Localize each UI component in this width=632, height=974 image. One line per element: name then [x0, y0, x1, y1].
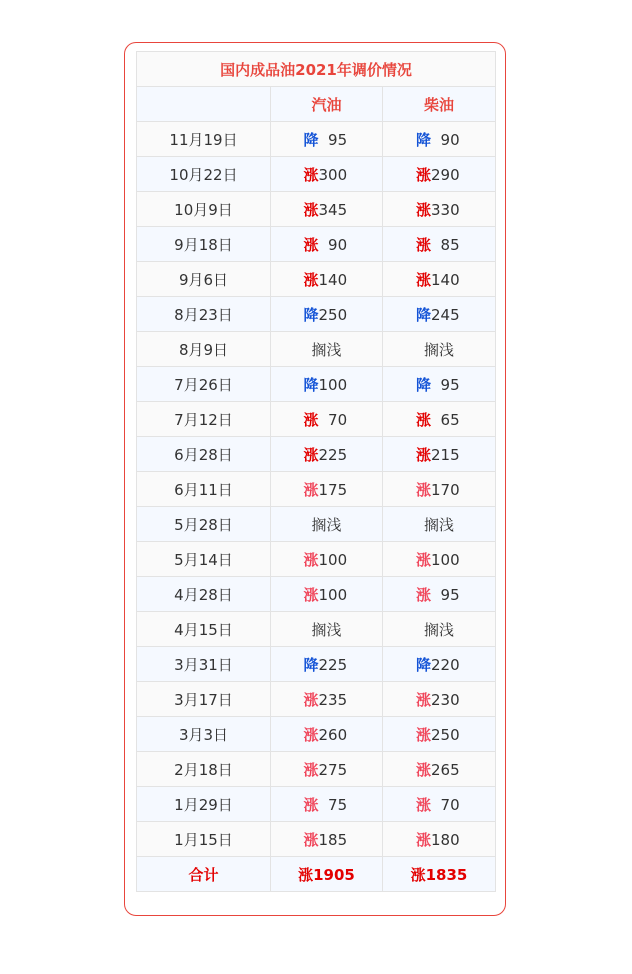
- change-amount: 290: [431, 165, 460, 184]
- price-change-value: [304, 269, 350, 290]
- shelved-label: 搁浅: [423, 515, 454, 534]
- gasoline-cell: [271, 262, 383, 297]
- price-change-value: [304, 759, 350, 780]
- table-row: [137, 717, 496, 752]
- table-title: 国内成品油2021年调价情况: [137, 52, 496, 87]
- change-amount: 85: [431, 235, 460, 254]
- table-row: [137, 332, 496, 367]
- change-amount: 95: [318, 130, 348, 149]
- gasoline-cell: [271, 647, 383, 682]
- price-change-value: [416, 374, 462, 395]
- price-change-value: [416, 409, 462, 430]
- table-row: [137, 262, 496, 297]
- change-amount: 65: [431, 410, 460, 429]
- change-amount: 225: [318, 445, 348, 464]
- diesel-cell: [383, 612, 496, 647]
- shelved-label: 搁浅: [423, 620, 454, 639]
- increase-marker: 涨: [303, 550, 319, 569]
- increase-marker: 涨: [303, 270, 319, 289]
- change-amount: 95: [431, 375, 460, 394]
- change-amount: 215: [431, 445, 460, 464]
- row-date: 5月28日: [137, 507, 271, 542]
- gasoline-cell: [271, 192, 383, 227]
- header-gasoline: 汽油: [271, 87, 383, 122]
- table-row: [137, 227, 496, 262]
- diesel-cell: [383, 297, 496, 332]
- price-change-value: [304, 164, 350, 185]
- table-row: [137, 367, 496, 402]
- price-change-value: [416, 689, 462, 710]
- gasoline-cell: [271, 297, 383, 332]
- increase-marker: 涨: [303, 725, 319, 744]
- price-change-value: [304, 549, 350, 570]
- price-change-value: [304, 584, 350, 605]
- table-row: [137, 647, 496, 682]
- increase-marker: 涨: [303, 235, 319, 254]
- price-change-value: [416, 549, 462, 570]
- shelved-label: 搁浅: [311, 515, 342, 534]
- gasoline-cell: [271, 682, 383, 717]
- increase-marker: 涨: [303, 585, 319, 604]
- price-change-value: [304, 794, 350, 815]
- increase-marker: 涨: [303, 445, 319, 464]
- diesel-cell: [383, 402, 496, 437]
- change-amount: 225: [318, 655, 348, 674]
- price-change-value: [416, 269, 462, 290]
- price-change-value: [416, 479, 462, 500]
- change-amount: 140: [318, 270, 348, 289]
- increase-marker: 涨: [303, 690, 319, 709]
- change-amount: 265: [431, 760, 460, 779]
- change-amount: 250: [318, 305, 348, 324]
- diesel-cell: [383, 822, 496, 857]
- diesel-cell: [383, 157, 496, 192]
- price-change-value: [304, 479, 350, 500]
- gasoline-cell: [271, 402, 383, 437]
- price-change-value: [416, 724, 462, 745]
- increase-marker: 涨: [416, 445, 432, 464]
- change-amount: 275: [318, 760, 348, 779]
- price-change-value: [416, 829, 462, 850]
- diesel-cell: [383, 717, 496, 752]
- change-amount: 345: [318, 200, 348, 219]
- change-amount: 260: [318, 725, 348, 744]
- increase-marker: 涨: [416, 410, 432, 429]
- diesel-cell: [383, 682, 496, 717]
- change-amount: 95: [431, 585, 460, 604]
- table-row: [137, 577, 496, 612]
- change-amount: 180: [431, 830, 460, 849]
- price-change-value: [416, 444, 462, 465]
- table-row: [137, 507, 496, 542]
- row-date: 10月22日: [137, 157, 271, 192]
- row-date: 8月9日: [137, 332, 271, 367]
- row-date: 1月15日: [137, 822, 271, 857]
- price-change-value: [416, 199, 462, 220]
- price-change-value: [304, 829, 350, 850]
- price-change-value: [416, 129, 462, 150]
- change-amount: 185: [318, 830, 348, 849]
- row-date: 4月28日: [137, 577, 271, 612]
- gasoline-cell: [271, 332, 383, 367]
- row-date: 3月31日: [137, 647, 271, 682]
- price-change-value: [416, 234, 462, 255]
- row-date: 2月18日: [137, 752, 271, 787]
- increase-marker: 涨: [416, 480, 432, 499]
- price-change-value: [304, 724, 350, 745]
- gasoline-cell: [271, 752, 383, 787]
- increase-marker: 涨: [303, 200, 319, 219]
- price-change-value: [416, 794, 462, 815]
- decrease-marker: 降: [416, 375, 432, 394]
- increase-marker: 涨: [416, 760, 432, 779]
- diesel-cell: [383, 472, 496, 507]
- total-gasoline: 涨1905: [271, 857, 383, 892]
- header-date: [137, 87, 271, 122]
- price-change-value: [304, 304, 350, 325]
- increase-marker: 涨: [416, 550, 432, 569]
- diesel-cell: [383, 262, 496, 297]
- change-amount: 170: [431, 480, 460, 499]
- decrease-marker: 降: [416, 130, 432, 149]
- change-amount: 245: [431, 305, 460, 324]
- gasoline-cell: [271, 577, 383, 612]
- gasoline-cell: [271, 437, 383, 472]
- decrease-marker: 降: [303, 655, 319, 674]
- increase-marker: 涨: [416, 165, 432, 184]
- increase-marker: 涨: [303, 830, 319, 849]
- change-amount: 75: [318, 795, 348, 814]
- diesel-cell: [383, 367, 496, 402]
- increase-marker: 涨: [416, 725, 432, 744]
- diesel-cell: [383, 647, 496, 682]
- change-amount: 90: [318, 235, 348, 254]
- increase-marker: 涨: [303, 165, 319, 184]
- diesel-cell: [383, 437, 496, 472]
- row-date: 8月23日: [137, 297, 271, 332]
- gasoline-cell: [271, 717, 383, 752]
- change-amount: 220: [431, 655, 460, 674]
- price-change-value: [416, 164, 462, 185]
- gasoline-cell: [271, 472, 383, 507]
- price-change-value: [304, 129, 350, 150]
- table-row: [137, 157, 496, 192]
- shelved-label: 搁浅: [311, 340, 342, 359]
- table-row: [137, 297, 496, 332]
- gasoline-cell: [271, 157, 383, 192]
- gasoline-cell: [271, 787, 383, 822]
- total-diesel: 涨1835: [383, 857, 496, 892]
- increase-marker: 涨: [303, 760, 319, 779]
- increase-marker: 涨: [303, 480, 319, 499]
- price-change-value: [416, 584, 462, 605]
- increase-marker: 涨: [416, 585, 432, 604]
- change-amount: 140: [431, 270, 460, 289]
- row-date: 9月18日: [137, 227, 271, 262]
- change-amount: 90: [431, 130, 460, 149]
- increase-marker: 涨: [416, 200, 432, 219]
- table-row: [137, 437, 496, 472]
- table-row: [137, 402, 496, 437]
- diesel-cell: [383, 507, 496, 542]
- table-row: [137, 787, 496, 822]
- diesel-cell: [383, 787, 496, 822]
- header-diesel: 柴油: [383, 87, 496, 122]
- price-change-value: [304, 234, 350, 255]
- gasoline-cell: [271, 227, 383, 262]
- gasoline-cell: [271, 612, 383, 647]
- price-change-value: [304, 689, 350, 710]
- change-amount: 100: [431, 550, 460, 569]
- increase-marker: 涨: [303, 795, 319, 814]
- change-amount: 300: [318, 165, 348, 184]
- row-date: 1月29日: [137, 787, 271, 822]
- row-date: 7月26日: [137, 367, 271, 402]
- row-date: 5月14日: [137, 542, 271, 577]
- change-amount: 100: [318, 550, 348, 569]
- increase-marker: 涨: [303, 410, 319, 429]
- increase-marker: 涨: [416, 795, 432, 814]
- price-change-value: [304, 199, 350, 220]
- price-adjustment-table: [136, 51, 496, 892]
- change-amount: 230: [431, 690, 460, 709]
- change-amount: 175: [318, 480, 348, 499]
- table-row: [137, 192, 496, 227]
- decrease-marker: 降: [303, 305, 319, 324]
- diesel-cell: [383, 752, 496, 787]
- total-row: [137, 857, 496, 892]
- row-date: 6月11日: [137, 472, 271, 507]
- price-change-value: [416, 654, 462, 675]
- row-date: 10月9日: [137, 192, 271, 227]
- row-date: 9月6日: [137, 262, 271, 297]
- decrease-marker: 降: [303, 130, 319, 149]
- gasoline-cell: [271, 507, 383, 542]
- price-change-value: [416, 304, 462, 325]
- change-amount: 70: [431, 795, 460, 814]
- price-change-value: [304, 654, 350, 675]
- change-amount: 70: [318, 410, 348, 429]
- diesel-cell: [383, 542, 496, 577]
- price-change-value: [304, 374, 350, 395]
- row-date: 11月19日: [137, 122, 271, 157]
- gasoline-cell: [271, 542, 383, 577]
- row-date: 7月12日: [137, 402, 271, 437]
- price-change-value: [416, 759, 462, 780]
- row-date: 3月3日: [137, 717, 271, 752]
- total-label: 合计: [137, 857, 271, 892]
- gasoline-cell: [271, 367, 383, 402]
- diesel-cell: [383, 192, 496, 227]
- table-row: [137, 542, 496, 577]
- decrease-marker: 降: [303, 375, 319, 394]
- change-amount: 330: [431, 200, 460, 219]
- table-row: [137, 682, 496, 717]
- row-date: 4月15日: [137, 612, 271, 647]
- decrease-marker: 降: [416, 655, 432, 674]
- decrease-marker: 降: [416, 305, 432, 324]
- increase-marker: 涨: [416, 270, 432, 289]
- change-amount: 100: [318, 375, 348, 394]
- increase-marker: 涨: [416, 830, 432, 849]
- table-row: [137, 612, 496, 647]
- row-date: 6月28日: [137, 437, 271, 472]
- table-row: [137, 752, 496, 787]
- diesel-cell: [383, 577, 496, 612]
- increase-marker: 涨: [416, 690, 432, 709]
- row-date: 3月17日: [137, 682, 271, 717]
- shelved-label: 搁浅: [311, 620, 342, 639]
- gasoline-cell: [271, 822, 383, 857]
- change-amount: 250: [431, 725, 460, 744]
- increase-marker: 涨: [416, 235, 432, 254]
- table-row: [137, 472, 496, 507]
- diesel-cell: [383, 122, 496, 157]
- change-amount: 235: [318, 690, 348, 709]
- shelved-label: 搁浅: [423, 340, 454, 359]
- table-row: [137, 822, 496, 857]
- table-row: [137, 122, 496, 157]
- price-change-value: [304, 409, 350, 430]
- gasoline-cell: [271, 122, 383, 157]
- change-amount: 100: [318, 585, 348, 604]
- diesel-cell: [383, 332, 496, 367]
- price-change-value: [304, 444, 350, 465]
- diesel-cell: [383, 227, 496, 262]
